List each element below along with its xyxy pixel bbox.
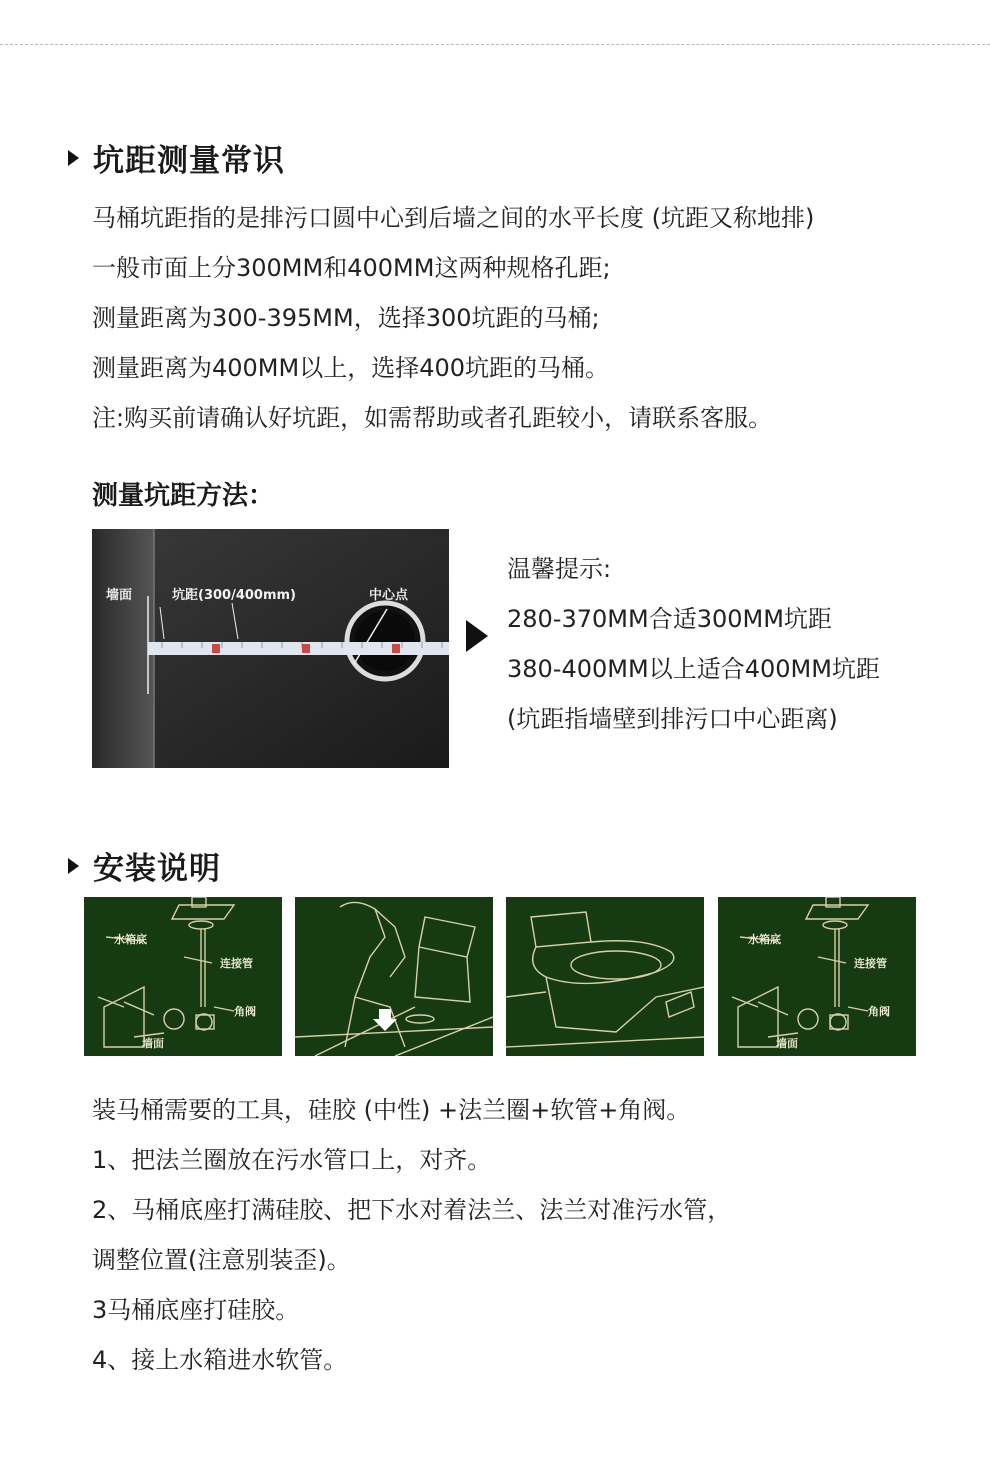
- measurement-photo: [92, 529, 449, 768]
- text-line: 一般市面上分300MM和400MM这两种规格孔距;: [92, 254, 611, 282]
- triangle-bullet-icon: [68, 150, 79, 166]
- wall-label: 墙面: [776, 1037, 798, 1050]
- text-line: 调整位置(注意别装歪)。: [92, 1246, 351, 1274]
- text-line: 1、把法兰圈放在污水管口上，对齐。: [92, 1146, 492, 1174]
- tank-bottom-label: 水箱底: [114, 933, 147, 946]
- text-line: 3马桶底座打硅胶。: [92, 1296, 300, 1324]
- text-line: 测量距离为400MM以上，选择400坑距的马桶。: [92, 354, 610, 382]
- pit-distance-explanation: [92, 193, 814, 443]
- triangle-bullet-icon: [68, 858, 79, 874]
- connector-label: 连接管: [220, 957, 253, 970]
- text-line: 装马桶需要的工具，硅胶 (中性) +法兰圈+软管+角阀。: [92, 1096, 691, 1124]
- text-line: 测量距离为300-395MM，选择300坑距的马桶;: [92, 304, 600, 332]
- tips-block: [507, 544, 880, 744]
- section-title: 安装说明: [93, 851, 221, 887]
- tip-line: (坑距指墙壁到排污口中心距离): [507, 705, 838, 733]
- text-line: 马桶坑距指的是排污口圆中心到后墙之间的水平长度 (坑距又称地排): [92, 204, 815, 232]
- angle-valve-label: 角阀: [868, 1005, 890, 1018]
- section-title: 坑距测量常识: [93, 143, 285, 179]
- method-title: 测量坑距方法：: [92, 481, 275, 511]
- connector-label: 连接管: [854, 957, 887, 970]
- installation-steps: [92, 1085, 731, 1385]
- distance-label: 坑距(300/400mm): [172, 588, 296, 603]
- tip-line: 380-400MM以上适合400MM坑距: [507, 655, 880, 683]
- diagram-pipe-connection-2: [718, 897, 916, 1056]
- diagram-pipe-connection: [84, 897, 282, 1056]
- text-line: 注:购买前请确认好坑距，如需帮助或者孔距较小，请联系客服。: [92, 404, 773, 432]
- diagram-toilet: [506, 897, 704, 1056]
- diagram-installer: [295, 897, 493, 1056]
- top-dashed-divider: [0, 44, 990, 45]
- wall-label: 墙面: [106, 588, 133, 603]
- arrow-right-icon: [466, 620, 488, 652]
- tips-title: 温馨提示:: [507, 555, 612, 583]
- installation-diagrams: [84, 897, 916, 1056]
- measurement-illustration: [92, 529, 449, 768]
- section-header-pit-distance: [68, 135, 285, 180]
- wall-label: 墙面: [142, 1037, 164, 1050]
- tip-line: 280-370MM合适300MM坑距: [507, 605, 832, 633]
- text-line: 4、接上水箱进水软管。: [92, 1346, 348, 1374]
- text-line: 2、马桶底座打满硅胶、把下水对着法兰、法兰对准污水管，: [92, 1196, 732, 1224]
- angle-valve-label: 角阀: [234, 1005, 256, 1018]
- section-header-installation: [68, 843, 221, 888]
- tank-bottom-label: 水箱底: [748, 933, 781, 946]
- center-point-label: 中心点: [369, 588, 409, 603]
